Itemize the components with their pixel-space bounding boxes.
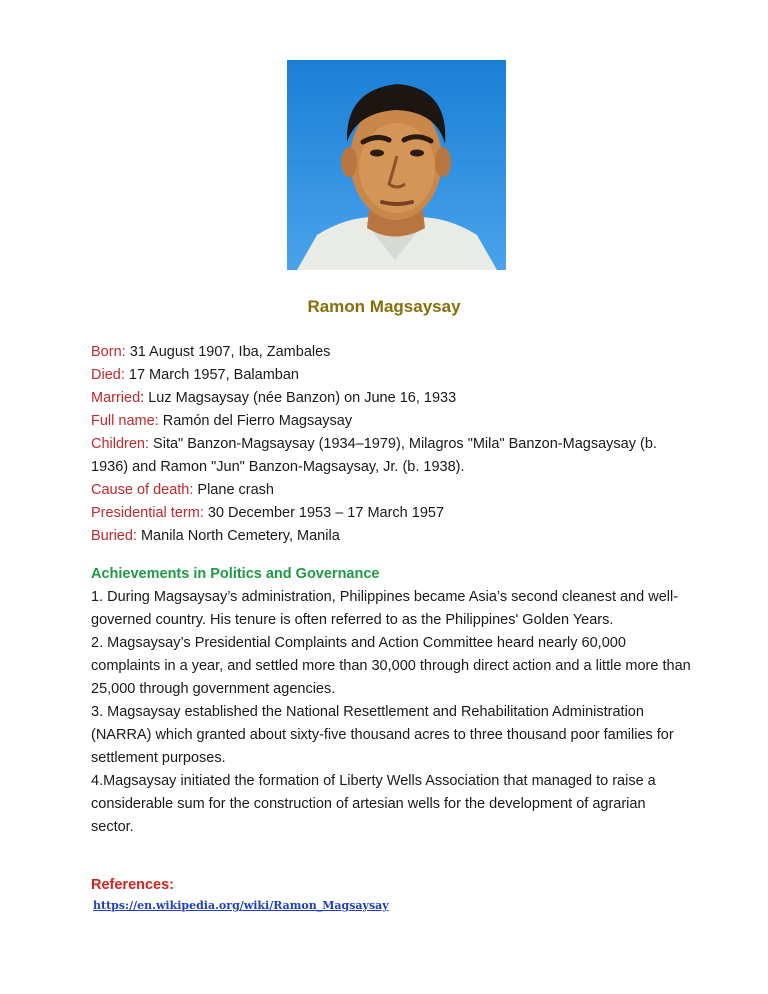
page-title: Ramon Magsaysay [307, 297, 461, 316]
fact-born [91, 341, 691, 364]
fact-presidential-term [91, 502, 691, 525]
achievement-item: 1. During Magsaysay’s administration, Philippines became Asia’s second cleanest and well-governed country. His tenure is often referred to as the Philippines' Golden Years. [91, 589, 679, 628]
fact-cause-of-death [91, 479, 691, 502]
achievements-heading: Achievements in Politics and Governance [91, 566, 380, 582]
fact-label: Presidential term: [91, 505, 204, 521]
fact-label: Born: [91, 344, 126, 360]
fact-buried [91, 525, 691, 548]
fact-children [91, 433, 691, 479]
fact-died [91, 364, 691, 387]
references-heading: References: [91, 877, 175, 893]
fact-label: Buried: [91, 528, 137, 544]
fact-value: : Luz Magsaysay (née Banzon) on June 16, 1933 [140, 390, 457, 406]
biographical-facts [91, 341, 691, 548]
fact-value: Manila North Cemetery, Manila [136, 528, 340, 544]
fact-married [91, 387, 691, 410]
fact-label: Children: [91, 436, 150, 452]
fact-value: 31 August 1907, Iba, Zambales [125, 344, 331, 360]
portrait-image [287, 60, 506, 270]
fact-value: Ramón del Fierro Magsaysay [158, 413, 353, 429]
fact-value: 30 December 1953 – 17 March 1957 [203, 505, 445, 521]
achievements-section [91, 563, 691, 839]
reference-link[interactable]: https://en.wikipedia.org/wiki/Ramon_Magsaysay [93, 899, 389, 912]
fact-label: Cause of death: [91, 482, 194, 498]
achievement-item: 3. Magsaysay established the National Resettlement and Rehabilitation Administration (NARRA) which granted about sixty-five thousand acres to three thousand poor families for settlement purposes. [91, 704, 674, 766]
achievement-item: 2. Magsaysay’s Presidential Complaints and Action Committee heard nearly 60,000 complaints in a year, and settled more than 30,000 through direct action and a little more than 25,000 through government agencies. [91, 635, 691, 697]
fact-label: Married [91, 390, 141, 406]
fact-label: Full name: [91, 413, 159, 429]
achievement-item: 4.Magsaysay initiated the formation of Liberty Wells Association that managed to raise a considerable sum for the construction of artesian wells for the development of agrarian sector. [91, 773, 656, 835]
references-section [91, 877, 389, 914]
fact-value: 17 March 1957, Balamban [124, 367, 299, 383]
fact-value: Plane crash [193, 482, 274, 498]
portrait-illustration [287, 60, 506, 270]
fact-value: Sita" Banzon-Magsaysay (1934–1979), Milagros "Mila" Banzon-Magsaysay (b. 1936) and Ramon "Jun" Banzon-Magsaysay, Jr. (b. 1938). [91, 436, 657, 475]
fact-full-name [91, 410, 691, 433]
fact-label: Died: [91, 367, 125, 383]
